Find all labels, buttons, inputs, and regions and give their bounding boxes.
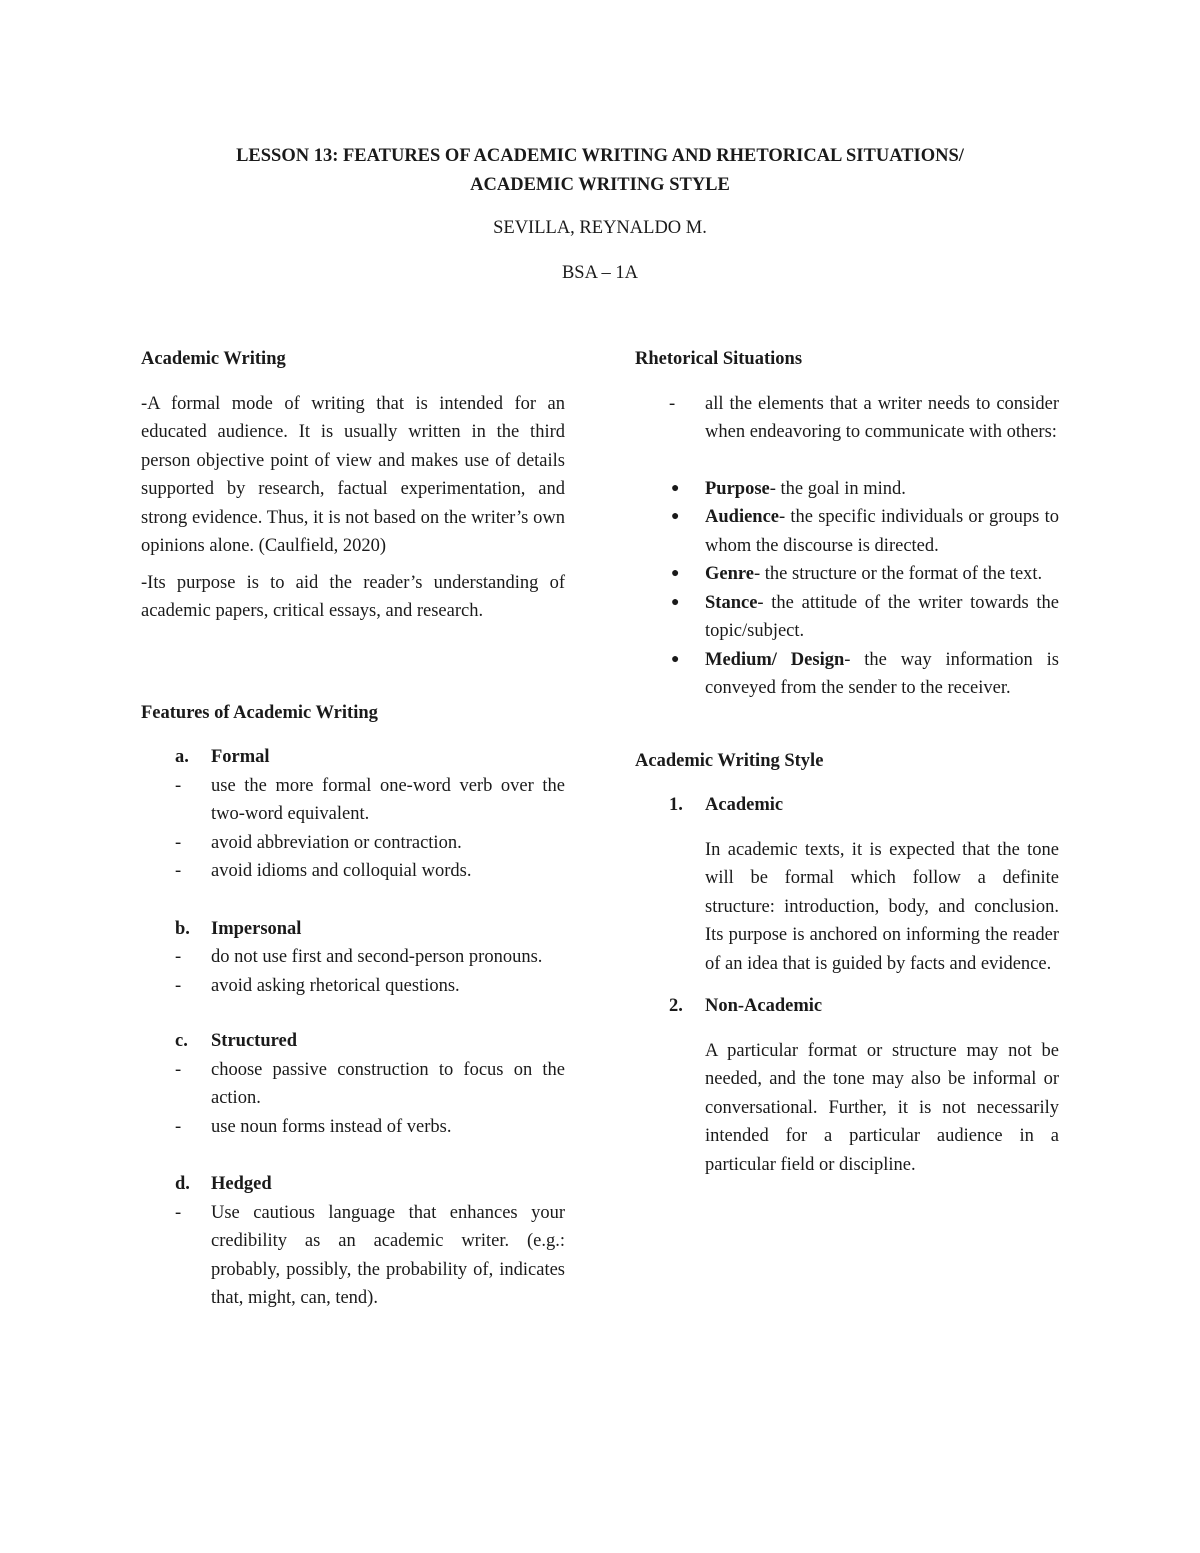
academic-writing-purpose: -Its purpose is to aid the reader’s understanding of academic papers, critical essays, and research.	[141, 572, 565, 621]
number-marker: 1.	[669, 795, 683, 815]
bullet-text: - the structure or the format of the text.	[753, 564, 1043, 584]
feature-formal-heading	[141, 743, 565, 772]
rhetorical-bullet-medium	[635, 646, 1059, 703]
style-nonacademic-body: A particular format or structure may not be needed, and the tone may also be informal or conversational. Further, it is not necessarily intended for a particular audience in a particular field or discipline.	[705, 1040, 1059, 1175]
dash-marker: -	[175, 1059, 182, 1080]
rhetorical-bullet-genre	[635, 560, 1059, 589]
bullet-term: Purpose	[705, 478, 770, 499]
feature-title: Structured	[211, 1031, 297, 1051]
feature-title: Impersonal	[211, 918, 302, 939]
bullet-text: - the goal in mind.	[769, 478, 906, 499]
author-name: SEVILLA, REYNALDO M.	[493, 218, 707, 238]
dash-marker: -	[175, 775, 182, 796]
feature-item	[141, 1199, 565, 1313]
bullet-text: - the way information is conveyed from the sender to the receiver.	[705, 649, 1060, 698]
style-title: Academic	[705, 795, 784, 815]
bullet-marker: ●	[671, 509, 680, 524]
style-academic-body: In academic texts, it is expected that the tone will be formal which follow a definite structure: introduction, body, and conclusion. Its purpose is anchored on informing the reader of an idea that is guided by facts and evidence.	[705, 839, 1059, 974]
feature-impersonal-heading	[141, 915, 565, 944]
title-line-2: ACADEMIC WRITING STYLE	[470, 175, 730, 195]
feature-item	[141, 1113, 565, 1142]
feature-marker: c.	[175, 1031, 188, 1051]
bullet-marker: ●	[671, 566, 680, 581]
feature-item-text: use noun forms instead of verbs.	[211, 1116, 452, 1137]
title-line-1: LESSON 13: FEATURES OF ACADEMIC WRITING AND RHETORICAL SITUATIONS/	[236, 146, 964, 166]
feature-item-text: Use cautious language that enhances your credibility as an academic writer. (e.g.: probably, possibly, the probability of, indicates that, might, can, tend).	[211, 1202, 565, 1308]
dash-marker: -	[175, 1202, 182, 1223]
feature-title: Formal	[211, 747, 270, 767]
bullet-text: - the specific individuals or groups to whom the discourse is directed.	[705, 507, 1059, 556]
rhetorical-intro-text: all the elements that a writer needs to consider when endeavoring to communicate with others:	[705, 393, 1059, 442]
dash-marker: -	[175, 832, 182, 853]
right-column	[635, 345, 1059, 1179]
feature-item-text: avoid idioms and colloquial words.	[211, 861, 472, 881]
feature-item-text: avoid asking rhetorical questions.	[211, 975, 460, 996]
feature-marker: b.	[175, 918, 190, 939]
feature-structured-heading	[141, 1027, 565, 1056]
style-title: Non-Academic	[705, 996, 823, 1016]
bullet-marker: ●	[671, 480, 680, 496]
bullet-text: - the attitude of the writer towards the topic/subject.	[705, 592, 1059, 641]
rhetorical-heading: Rhetorical Situations	[635, 349, 803, 369]
feature-hedged-heading	[141, 1170, 565, 1199]
rhetorical-bullet-audience	[635, 503, 1059, 560]
left-column	[141, 345, 565, 1313]
academic-writing-definition: -A formal mode of writing that is intended for an educated audience. It is usually written in the third person objective point of view and makes use of details supported by research, factual experimentation, and strong evidence. Thus, it is not based on the writer’s own opinions alone. (Caulfield, 2020)	[141, 393, 565, 556]
feature-item-text: choose passive construction to focus on the action.	[211, 1059, 565, 1108]
features-heading: Features of Academic Writing	[141, 702, 378, 723]
rhetorical-bullet-purpose	[635, 475, 1059, 504]
feature-item-text: use the more formal one-word verb over the two-word equivalent.	[211, 775, 565, 824]
style-nonacademic-heading	[635, 992, 1059, 1021]
feature-item	[141, 857, 565, 886]
feature-item	[141, 972, 565, 1001]
dash-marker: -	[175, 947, 182, 967]
dash-marker: -	[175, 975, 182, 996]
bullet-marker: ●	[671, 651, 680, 667]
rhetorical-intro	[635, 390, 1059, 447]
dash-marker: -	[175, 1116, 182, 1137]
bullet-term: Medium/ Design	[705, 649, 845, 670]
feature-item-text: do not use first and second-person pronouns.	[211, 947, 543, 967]
feature-item	[141, 943, 565, 972]
dash-marker: -	[175, 861, 182, 881]
dash-marker: -	[669, 393, 676, 414]
feature-title: Hedged	[211, 1174, 272, 1194]
feature-marker: d.	[175, 1174, 190, 1194]
feature-marker: a.	[175, 747, 189, 767]
rhetorical-bullet-stance	[635, 589, 1059, 646]
feature-item	[141, 772, 565, 829]
academic-writing-heading: Academic Writing	[141, 349, 286, 369]
bullet-term: Audience	[705, 507, 779, 527]
bullet-term: Stance	[705, 592, 758, 613]
feature-item	[141, 1056, 565, 1113]
feature-item	[141, 829, 565, 858]
bullet-marker: ●	[671, 594, 680, 610]
feature-item-text: avoid abbreviation or contraction.	[211, 832, 462, 853]
page-title	[100, 142, 1100, 200]
style-academic-heading	[635, 791, 1059, 820]
number-marker: 2.	[669, 996, 683, 1016]
bullet-term: Genre	[705, 564, 754, 584]
style-heading: Academic Writing Style	[635, 750, 824, 771]
class-section: BSA – 1A	[561, 263, 639, 283]
